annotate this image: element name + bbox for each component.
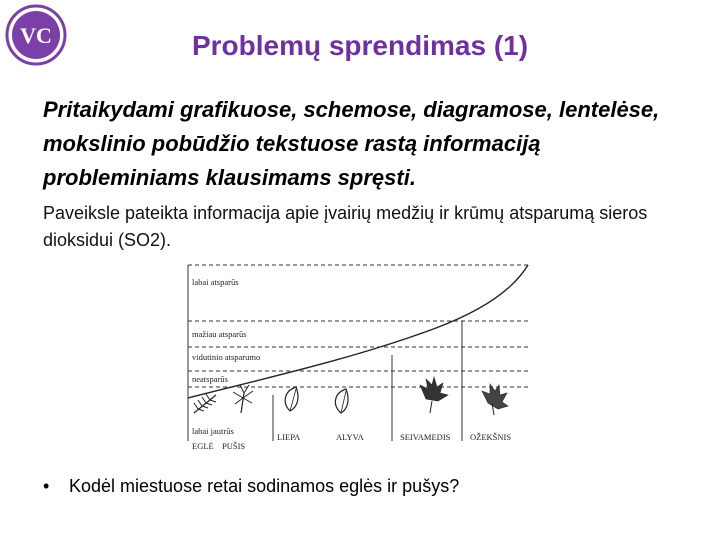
plant-label: OŽEKŠNIS xyxy=(470,432,512,442)
question-item xyxy=(43,474,683,498)
pine-twig-icon xyxy=(233,385,253,413)
level-label: neatsparūs xyxy=(192,374,228,384)
question-text: Kodėl miestuose retai sodinamos eglės ir pušys? xyxy=(69,476,460,496)
level-label: vidutinio atsparumo xyxy=(192,352,261,362)
level-label: labai jautrūs xyxy=(192,426,234,436)
plant-label: SEIVAMEDIS xyxy=(400,432,451,442)
page-title: Problemų sprendimas (1) xyxy=(191,30,529,61)
hawthorn-leaf-icon xyxy=(482,384,508,415)
logo-text: VC xyxy=(20,23,52,48)
plant-label: LIEPA xyxy=(277,432,301,442)
so2-resistance-figure xyxy=(186,263,532,451)
level-label: mažiau atsparūs xyxy=(192,329,247,339)
bullet: • xyxy=(43,476,50,496)
subtitle: Pritaikydami grafikuose, schemose, diagramose, lentelėse, mokslinio pobūdžio tekstuose rastą informaciją probleminiams klausimams spręsti. xyxy=(43,97,660,190)
plant-label: EGLĖ xyxy=(192,441,214,451)
level-label: labai atsparūs xyxy=(192,277,239,287)
plant-label: PUŠIS xyxy=(222,441,246,451)
intro-text: Paveiksle pateikta informacija apie įvairių medžių ir krūmų atsparumą sieros dioksidui (SO2). xyxy=(43,203,648,250)
linden-leaf-icon xyxy=(285,387,298,411)
spruce-twig-icon xyxy=(194,394,216,413)
elder-leaf-icon xyxy=(420,377,448,413)
plant-label: ALYVA xyxy=(336,432,364,442)
lilac-leaf-icon xyxy=(335,389,348,413)
